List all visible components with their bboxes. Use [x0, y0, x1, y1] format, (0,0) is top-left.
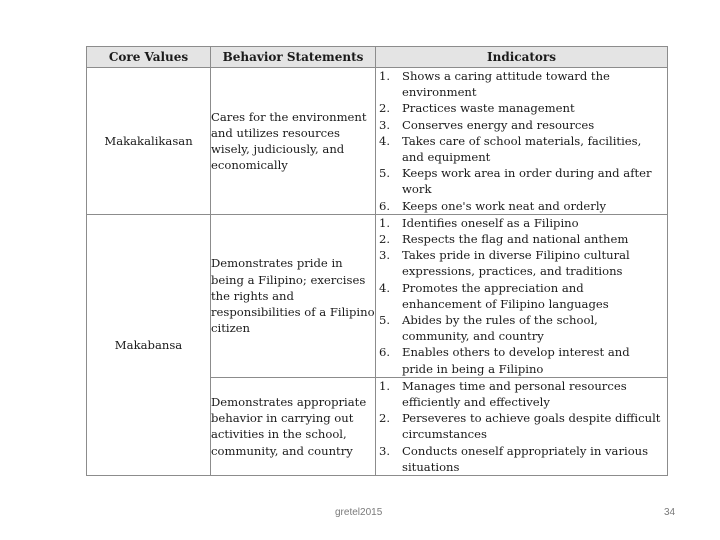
- indicators-cell: [376, 377, 668, 475]
- table-row-makakalikasan: [87, 68, 668, 215]
- indicator-item: 4. Takes care of school materials, facilities, and equipment: [379, 133, 642, 165]
- indicator-item: 2. Perseveres to achieve goals despite difficult circumstances: [379, 411, 661, 442]
- table-header-row: [87, 47, 668, 68]
- indicator-item: 1. Manages time and personal resources efficiently and effectively: [379, 378, 627, 410]
- indicator-item: 2. Practices waste management: [379, 101, 575, 116]
- indicator-item: 4. Promotes the appreciation and enhancement of Filipino languages: [379, 280, 609, 311]
- core-value-makabansa: Makabansa: [87, 214, 211, 475]
- indicator-item: 5. Abides by the rules of the school, community, and country: [379, 313, 598, 344]
- behavior-statement: Cares for the environment and utilizes resources wisely, judiciously, and economically: [211, 68, 376, 215]
- table-row-makabansa: [87, 214, 668, 377]
- indicator-item: 6. Enables others to develop interest and pride in being a Filipino: [379, 345, 630, 376]
- indicator-item: 6. Keeps one's work neat and orderly: [379, 198, 607, 213]
- indicator-item: 5. Keeps work area in order during and after work: [379, 166, 652, 197]
- core-value-makakalikasan: Makakalikasan: [87, 68, 211, 215]
- header-behavior-statements: Behavior Statements: [211, 47, 376, 68]
- core-values-table: [86, 46, 668, 476]
- indicator-list: [376, 378, 667, 475]
- indicator-item: 3. Conserves energy and resources: [379, 117, 595, 132]
- indicator-list: [376, 215, 667, 377]
- indicator-item: 3. Takes pride in diverse Filipino cultural expressions, practices, and traditions: [379, 248, 630, 279]
- indicators-cell: [376, 214, 668, 377]
- indicator-item: 3. Conducts oneself appropriately in various situations: [379, 443, 649, 474]
- page-number: 34: [664, 507, 676, 518]
- behavior-statement: Demonstrates pride in being a Filipino; exercises the rights and responsibilities of a Filipino citizen: [211, 214, 376, 377]
- header-core-values: Core Values: [87, 47, 211, 68]
- footer-author: gretel2015: [335, 507, 383, 518]
- behavior-statement: Demonstrates appropriate behavior in carrying out activities in the school, community, and country: [211, 377, 376, 475]
- indicator-item: 1. Shows a caring attitude toward the environment: [379, 69, 610, 100]
- indicators-cell: [376, 68, 668, 215]
- indicator-list: [376, 68, 667, 214]
- header-indicators: Indicators: [376, 47, 668, 68]
- indicator-item: 2. Respects the flag and national anthem: [379, 232, 629, 247]
- indicator-item: 1. Identifies oneself as a Filipino: [379, 215, 579, 230]
